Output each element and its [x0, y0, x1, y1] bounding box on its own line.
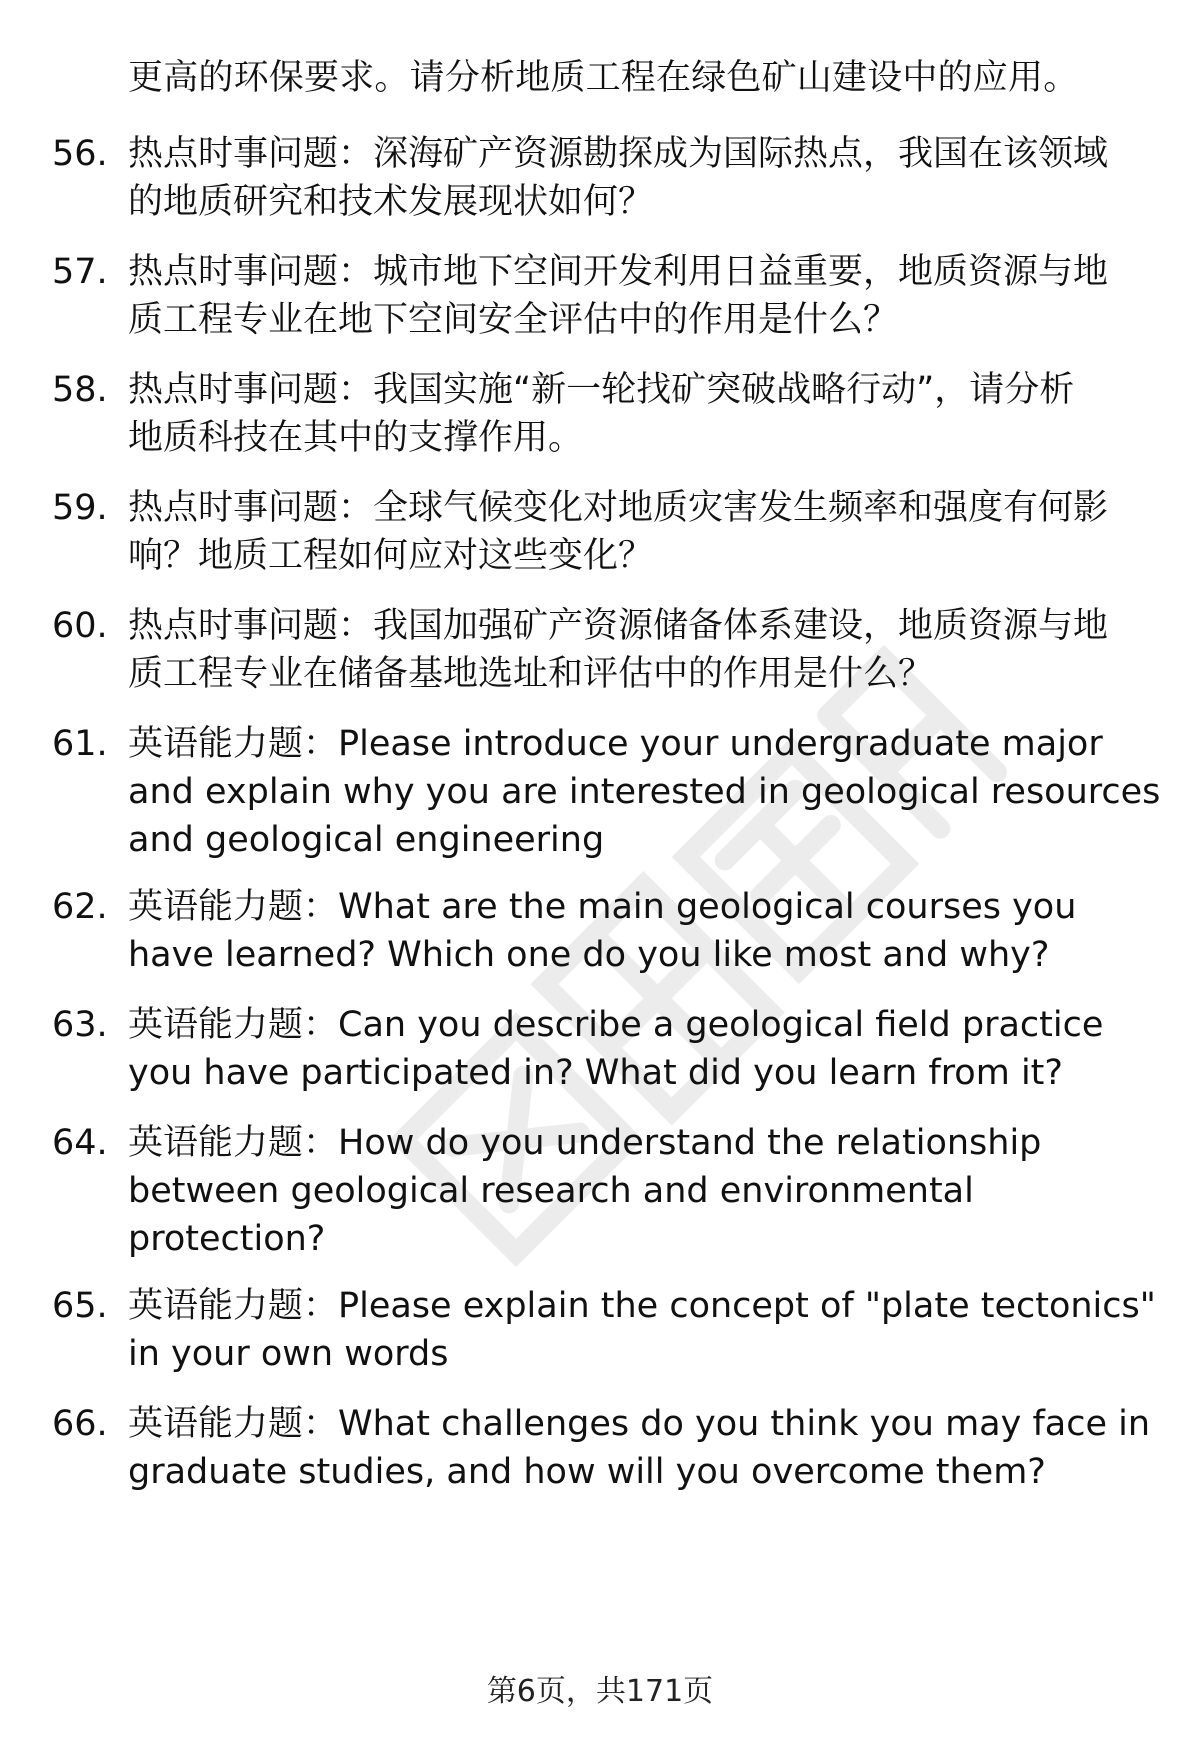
question-line: 地质科技在其中的支撑作用。 — [128, 418, 584, 458]
question-number: 56. — [52, 134, 108, 174]
question-number: 65. — [52, 1286, 108, 1326]
question-number: 66. — [52, 1404, 108, 1444]
question-number: 63. — [52, 1005, 108, 1045]
question-line: graduate studies, and how will you overcome them? — [128, 1452, 1046, 1492]
question-line: in your own words — [128, 1334, 449, 1374]
question-line: 响？地质工程如何应对这些变化？ — [128, 536, 654, 576]
question-line: 热点时事问题：城市地下空间开发利用日益重要，地质资源与地 — [128, 252, 1109, 292]
question-line: 英语能力题：Please introduce your undergraduate major — [128, 724, 1103, 764]
question-number: 61. — [52, 724, 108, 764]
question-number: 58. — [52, 370, 108, 410]
question-line: and geological engineering — [128, 820, 605, 860]
question-line: and explain why you are interested in geological resources — [128, 772, 1161, 812]
question-line: between geological research and environmental — [128, 1171, 974, 1211]
question-line: have learned? Which one do you like most and why? — [128, 935, 1050, 975]
page-footer: 第6页，共171页 — [486, 1674, 714, 1709]
question-text — [128, 248, 1148, 344]
question-line: 热点时事问题：全球气候变化对地质灾害发生频率和强度有何影 — [128, 488, 1109, 528]
question-line: 英语能力题：What are the main geological courses you — [128, 887, 1077, 927]
question-text — [128, 130, 1148, 226]
question-text — [128, 720, 1161, 864]
question-text — [128, 602, 1148, 698]
question-line: 英语能力题：What challenges do you think you may face in — [128, 1404, 1151, 1444]
question-line: protection? — [128, 1219, 326, 1259]
question-number: 64. — [52, 1123, 108, 1163]
question-text — [128, 1119, 1148, 1263]
question-line: 质工程专业在地下空间安全评估中的作用是什么？ — [128, 300, 899, 340]
question-line: 英语能力题：How do you understand the relationship — [128, 1123, 1042, 1163]
question-text — [128, 484, 1148, 580]
intro-line: 更高的环保要求。请分析地质工程在绿色矿山建设中的应用。 — [128, 58, 1079, 98]
question-line: 热点时事问题：我国加强矿产资源储备体系建设，地质资源与地 — [128, 606, 1109, 646]
question-number: 60. — [52, 606, 108, 646]
question-line: 热点时事问题：深海矿产资源勘探成为国际热点，我国在该领域 — [128, 134, 1109, 174]
question-number: 59. — [52, 488, 108, 528]
question-line: 的地质研究和技术发展现状如何？ — [128, 182, 654, 222]
question-text — [128, 1001, 1148, 1097]
question-text — [128, 366, 1148, 462]
question-line: 英语能力题：Please explain the concept of "plate tectonics" — [128, 1286, 1156, 1326]
question-text — [128, 883, 1148, 979]
question-line: 质工程专业在储备基地选址和评估中的作用是什么？ — [128, 654, 934, 694]
question-text — [128, 1400, 1151, 1496]
question-number: 57. — [52, 252, 108, 292]
question-number: 62. — [52, 887, 108, 927]
question-line: you have participated in? What did you learn from it? — [128, 1053, 1063, 1093]
question-text — [128, 1282, 1156, 1378]
question-line: 英语能力题：Can you describe a geological field practice — [128, 1005, 1104, 1045]
question-line: 热点时事问题：我国实施“新一轮找矿突破战略行动”，请分析 — [128, 370, 1075, 410]
